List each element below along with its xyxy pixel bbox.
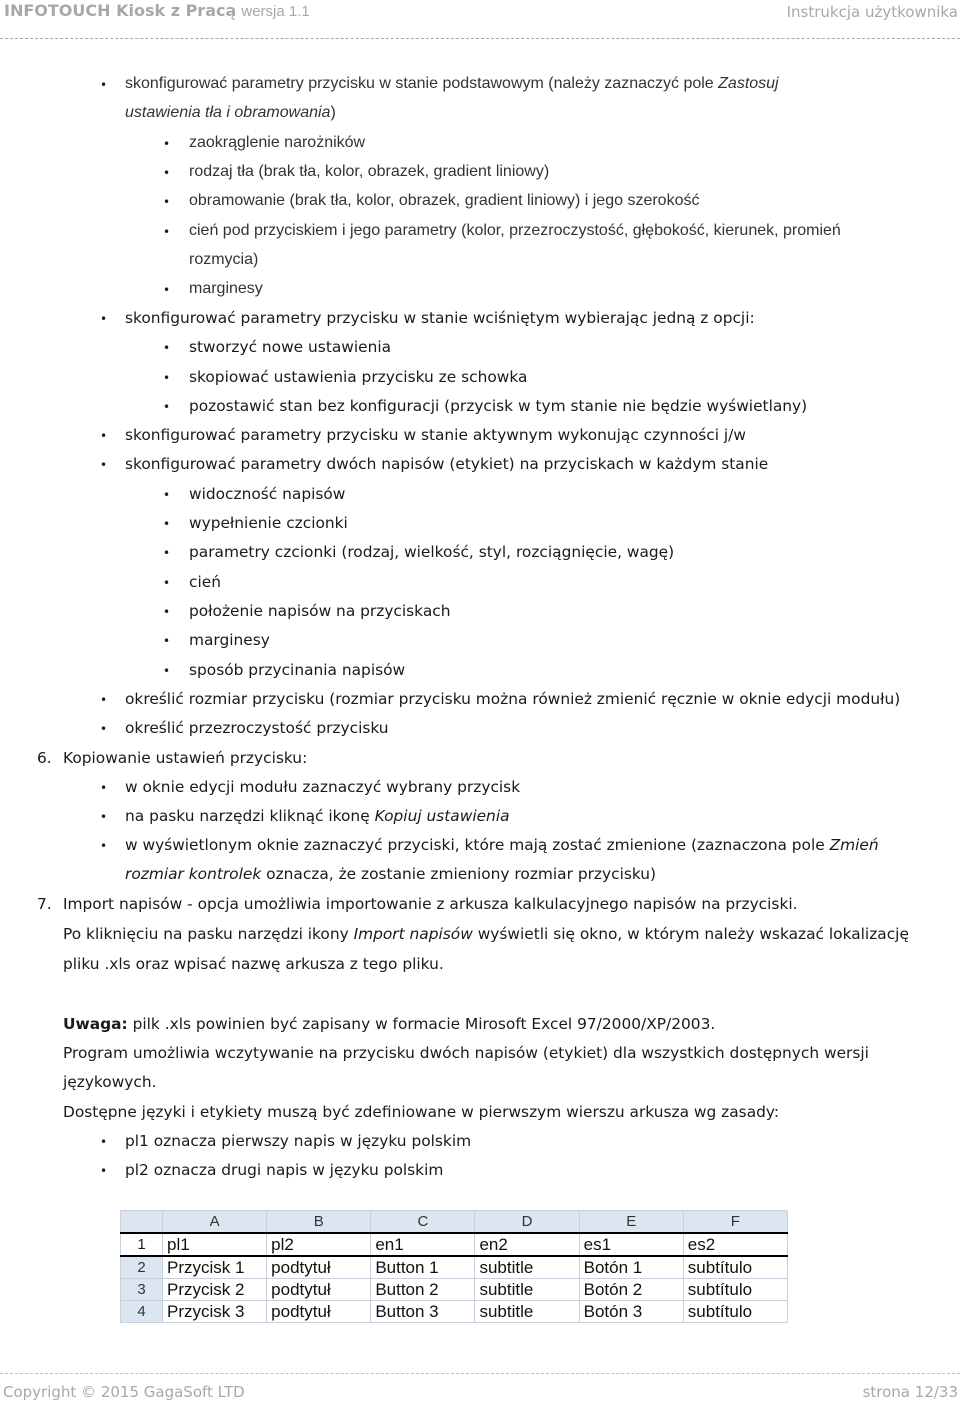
column-header: D bbox=[475, 1211, 579, 1234]
bullet-icon: • bbox=[163, 166, 171, 180]
table-cell: Botón 3 bbox=[579, 1301, 683, 1323]
list-item: pozostawić stan bez konfiguracji (przycisk w tym stanie nie będzie wyświetlany) bbox=[189, 397, 808, 415]
table-cell: podtytuł bbox=[267, 1256, 371, 1279]
bullet-icon: • bbox=[100, 429, 108, 443]
app-name: INFOTOUCH Kiosk z Pracą bbox=[4, 1, 237, 20]
table-cell: es1 bbox=[579, 1233, 683, 1256]
list-item: marginesy bbox=[189, 280, 263, 297]
bullet-icon: • bbox=[163, 195, 171, 209]
list-item: parametry czcionki (rodzaj, wielkość, styl, rozciągnięcie, wagę) bbox=[189, 543, 675, 561]
row-header: 1 bbox=[121, 1233, 163, 1256]
row-header: 4 bbox=[121, 1301, 163, 1323]
bullet-icon: • bbox=[163, 546, 171, 560]
table-cell: podtytuł bbox=[267, 1279, 371, 1301]
table-cell: es2 bbox=[683, 1233, 787, 1256]
row-header: 2 bbox=[121, 1256, 163, 1279]
list-item: położenie napisów na przyciskach bbox=[189, 602, 451, 620]
table-cell: Przycisk 2 bbox=[163, 1279, 267, 1301]
footer-divider bbox=[0, 1373, 960, 1374]
bullet-icon: • bbox=[163, 371, 171, 385]
table-cell: subtitle bbox=[475, 1301, 579, 1323]
bullet-icon: • bbox=[163, 488, 171, 502]
header-divider bbox=[0, 38, 960, 39]
list-item-continuation: ustawienia tła i obramowania) bbox=[125, 104, 336, 121]
bullet-icon: • bbox=[163, 664, 171, 678]
bullet-icon: • bbox=[163, 225, 171, 239]
list-item: skonfigurować parametry dwóch napisów (etykiet) na przyciskach w każdym stanie bbox=[125, 455, 769, 473]
table-cell: Przycisk 3 bbox=[163, 1301, 267, 1323]
table-row bbox=[121, 1256, 788, 1279]
row-header: 3 bbox=[121, 1279, 163, 1301]
paragraph: pliku .xls oraz wpisać nazwę arkusza z tego pliku. bbox=[63, 955, 444, 973]
column-header-row bbox=[121, 1211, 788, 1234]
paragraph: Po kliknięciu na pasku narzędzi ikony Import napisów wyświetli się okno, w którym należy wskazać lokalizację bbox=[63, 925, 909, 943]
table-cell: subtítulo bbox=[683, 1279, 787, 1301]
bullet-icon: • bbox=[100, 810, 108, 824]
paragraph: Dostępne języki i etykiety muszą być zdefiniowane w pierwszym wierszu arkusza wg zasady: bbox=[63, 1103, 780, 1121]
column-header: E bbox=[579, 1211, 683, 1234]
table-row bbox=[121, 1233, 788, 1256]
paragraph: Program umożliwia wczytywanie na przycisku dwóch napisów (etykiet) dla wszystkich dostępnych wersji bbox=[63, 1044, 869, 1062]
note-label: Uwaga: bbox=[63, 1015, 128, 1033]
bullet-icon: • bbox=[100, 781, 108, 795]
section-number: 7. bbox=[37, 895, 52, 913]
list-item: określić rozmiar przycisku (rozmiar przycisku można również zmienić ręcznie w oknie edycji modułu) bbox=[125, 690, 901, 708]
table-cell: en1 bbox=[371, 1233, 475, 1256]
list-item: skopiować ustawienia przycisku ze schowka bbox=[189, 368, 528, 386]
list-item: na pasku narzędzi kliknąć ikonę Kopiuj ustawienia bbox=[125, 807, 510, 825]
list-item: sposób przycinania napisów bbox=[189, 661, 406, 679]
bullet-icon: • bbox=[100, 839, 108, 853]
list-item: pl1 oznacza pierwszy napis w języku polskim bbox=[125, 1132, 472, 1150]
list-item: wypełnienie czcionki bbox=[189, 514, 348, 532]
bullet-icon: • bbox=[163, 341, 171, 355]
section-title: Kopiowanie ustawień przycisku: bbox=[63, 749, 308, 767]
list-item: w oknie edycji modułu zaznaczyć wybrany przycisk bbox=[125, 778, 521, 796]
version-label: wersja 1.1 bbox=[241, 3, 310, 20]
list-item: w wyświetlonym oknie zaznaczyć przyciski, które mają zostać zmienione (zaznaczona pole Zmień bbox=[125, 836, 879, 854]
table-cell: Button 2 bbox=[371, 1279, 475, 1301]
bullet-icon: • bbox=[163, 137, 171, 151]
copyright: Copyright © 2015 GagaSoft LTD bbox=[3, 1383, 245, 1401]
list-item: cień bbox=[189, 573, 221, 591]
page-number: strona 12/33 bbox=[862, 1383, 958, 1401]
spreadsheet-example bbox=[120, 1210, 788, 1324]
table-row bbox=[121, 1301, 788, 1323]
bullet-icon: • bbox=[100, 1164, 108, 1178]
table-cell: Button 1 bbox=[371, 1256, 475, 1279]
list-item-continuation: rozmiar kontrolek oznacza, że zostanie zmieniony rozmiar przycisku) bbox=[125, 865, 657, 883]
bullet-icon: • bbox=[163, 576, 171, 590]
list-item: skonfigurować parametry przycisku w stanie aktywnym wykonując czynności j/w bbox=[125, 426, 746, 444]
list-item: skonfigurować parametry przycisku w stanie podstawowym (należy zaznaczyć pole Zastosuj bbox=[125, 75, 779, 92]
bullet-icon: • bbox=[163, 634, 171, 648]
list-item: skonfigurować parametry przycisku w stanie wciśniętym wybierając jedną z opcji: bbox=[125, 309, 755, 327]
section-title: Import napisów - opcja umożliwia importowanie z arkusza kalkulacyjnego napisów na przyciski. bbox=[63, 895, 798, 913]
list-item: cień pod przyciskiem i jego parametry (kolor, przezroczystość, głębokość, kierunek, promień bbox=[189, 222, 841, 239]
list-item: stworzyć nowe ustawienia bbox=[189, 338, 392, 356]
section-number: 6. bbox=[37, 749, 52, 767]
bullet-icon: • bbox=[100, 458, 108, 472]
column-header: B bbox=[267, 1211, 371, 1234]
note: Uwaga: pilk .xls powinien być zapisany w formacie Mirosoft Excel 97/2000/XP/2003. bbox=[63, 1015, 716, 1033]
bullet-icon: • bbox=[100, 312, 108, 326]
table-cell: podtytuł bbox=[267, 1301, 371, 1323]
header-title bbox=[4, 1, 310, 20]
bullet-icon: • bbox=[163, 605, 171, 619]
table-cell: pl2 bbox=[267, 1233, 371, 1256]
table-cell: Przycisk 1 bbox=[163, 1256, 267, 1279]
list-item: określić przezroczystość przycisku bbox=[125, 719, 389, 737]
bullet-icon: • bbox=[100, 78, 108, 92]
bullet-icon: • bbox=[163, 517, 171, 531]
bullet-icon: • bbox=[100, 1135, 108, 1149]
table-cell: Button 3 bbox=[371, 1301, 475, 1323]
table-cell: pl1 bbox=[163, 1233, 267, 1256]
table-cell: en2 bbox=[475, 1233, 579, 1256]
list-item: marginesy bbox=[189, 631, 270, 649]
bullet-icon: • bbox=[100, 693, 108, 707]
table-cell: Botón 1 bbox=[579, 1256, 683, 1279]
table-cell: subtítulo bbox=[683, 1301, 787, 1323]
corner-cell bbox=[121, 1211, 163, 1234]
bullet-icon: • bbox=[163, 283, 171, 297]
bullet-icon: • bbox=[100, 722, 108, 736]
list-item: rodzaj tła (brak tła, kolor, obrazek, gradient liniowy) bbox=[189, 163, 550, 180]
list-item: widoczność napisów bbox=[189, 485, 346, 503]
table-cell: subtítulo bbox=[683, 1256, 787, 1279]
table-cell: subtitle bbox=[475, 1256, 579, 1279]
list-item: pl2 oznacza drugi napis w języku polskim bbox=[125, 1161, 444, 1179]
paragraph: językowych. bbox=[63, 1073, 157, 1091]
table-row bbox=[121, 1279, 788, 1301]
column-header: A bbox=[163, 1211, 267, 1234]
header-doc-type: Instrukcja użytkownika bbox=[786, 3, 958, 21]
list-item-continuation: rozmycia) bbox=[189, 251, 259, 268]
table-cell: Botón 2 bbox=[579, 1279, 683, 1301]
table-cell: subtitle bbox=[475, 1279, 579, 1301]
bullet-icon: • bbox=[163, 400, 171, 414]
column-header: C bbox=[371, 1211, 475, 1234]
column-header: F bbox=[683, 1211, 787, 1234]
list-item: obramowanie (brak tła, kolor, obrazek, gradient liniowy) i jego szerokość bbox=[189, 192, 700, 209]
list-item: zaokrąglenie narożników bbox=[189, 134, 366, 151]
